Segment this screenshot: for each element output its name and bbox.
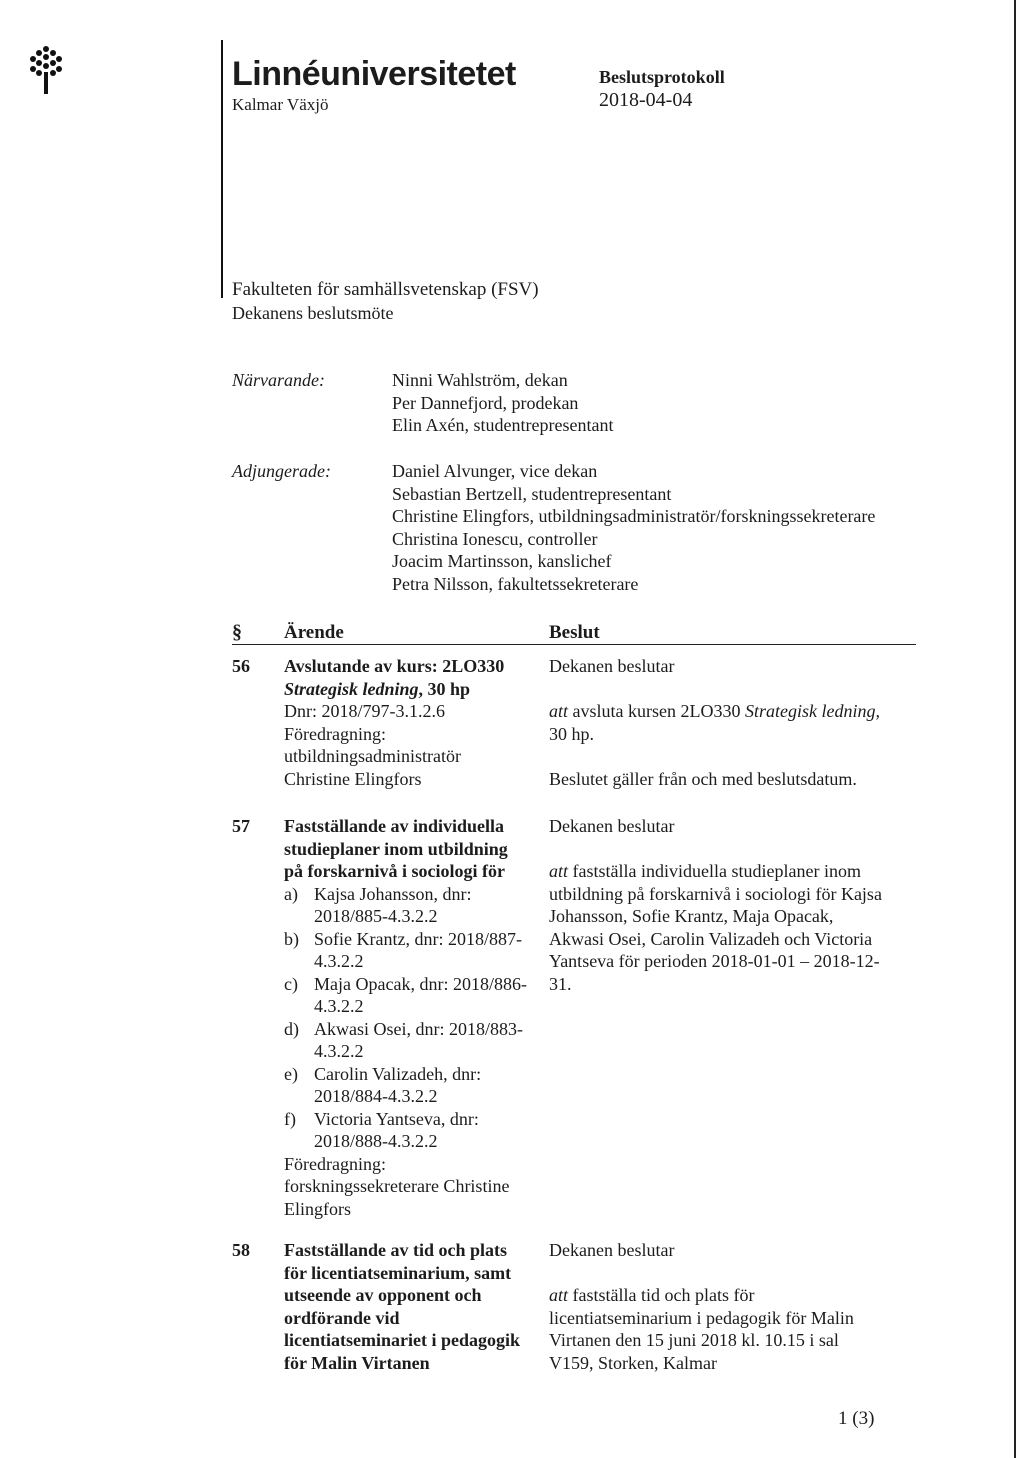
adjunct-person: Sebastian Bertzell, studentrepresentant xyxy=(392,483,672,504)
header-divider-line xyxy=(221,40,223,298)
decision-line: Virtanen den 15 juni 2018 kl. 10.15 i sal xyxy=(549,1330,839,1350)
university-logo-tree-icon xyxy=(28,44,64,104)
item-57-matter xyxy=(284,815,536,1220)
item-number: 58 xyxy=(232,1240,250,1260)
meeting-type: Dekanens beslutsmöte xyxy=(232,303,394,323)
adjunct-person: Christine Elingfors, utbildningsadministratör/forskningssekreterare xyxy=(392,506,876,526)
student-entry: a) Kajsa Johansson, dnr: 2018/885-4.3.2.2 xyxy=(284,883,472,926)
course-name: Strategisk ledning xyxy=(284,678,419,699)
table-header-rule xyxy=(232,644,916,645)
page-edge-line xyxy=(1014,0,1016,1458)
decision-text: avsluta kursen 2LO330 xyxy=(572,701,741,721)
student-entry: e) Carolin Valizadeh, dnr: 2018/884-4.3.2.2 xyxy=(284,1063,482,1106)
adjunct-person: Daniel Alvunger, vice dekan xyxy=(392,461,598,481)
presenter-name: Christine Elingfors xyxy=(284,768,422,789)
item-title-line: utseende av opponent och xyxy=(284,1285,482,1305)
item-title-line: Fastställande av individuella xyxy=(284,816,505,836)
adjunct-person: Joacim Martinsson, kanslichef xyxy=(392,551,612,571)
course-credits: , 30 hp xyxy=(418,678,471,699)
item-title-line: för licentiatseminarium, samt xyxy=(284,1262,512,1283)
decision-line: fastställa individuella studieplaner inom xyxy=(572,861,861,881)
item-title-line: studieplaner inom utbildning xyxy=(284,838,508,859)
decision-line: Johansson, Sofie Krantz, Maja Opacak, xyxy=(549,906,834,926)
column-header-decision: Beslut xyxy=(549,622,600,643)
item-number: 56 xyxy=(232,656,250,676)
decision-intro: Dekanen beslutar xyxy=(549,1240,675,1260)
present-person: Elin Axén, studentrepresentant xyxy=(392,415,614,435)
document-type: Beslutsprotokoll xyxy=(599,67,725,87)
decision-course: Strategisk ledning, xyxy=(744,701,880,721)
item-58-decision xyxy=(549,1239,919,1374)
document-date: 2018-04-04 xyxy=(599,89,693,111)
student-list xyxy=(284,883,536,1153)
presenter-label: Föredragning: xyxy=(284,723,386,744)
present-list xyxy=(392,369,613,437)
campus-names: Kalmar Växjö xyxy=(232,95,329,114)
decision-line: Akwasi Osei, Carolin Valizadeh och Victoria xyxy=(549,928,873,949)
decision-intro: Dekanen beslutar xyxy=(549,816,675,836)
item-number: 57 xyxy=(232,816,250,836)
decision-att: att xyxy=(549,861,569,881)
presenter-label: Föredragning: xyxy=(284,1153,386,1174)
decision-credits: 30 hp. xyxy=(549,723,594,744)
adjunct-person: Petra Nilsson, fakultetssekreterare xyxy=(392,573,639,594)
item-56-decision xyxy=(549,655,919,790)
presenter-line: Elingfors xyxy=(284,1198,351,1219)
university-name: Linnéuniversitetet xyxy=(232,55,516,93)
faculty-name: Fakulteten för samhällsvetenskap (FSV) xyxy=(232,279,539,300)
item-title-line: ordförande vid xyxy=(284,1307,400,1328)
adjunct-list xyxy=(392,460,875,595)
presenter-line: forskningssekreterare Christine xyxy=(284,1176,510,1196)
item-title-line: licentiatseminariet i pedagogik xyxy=(284,1330,520,1350)
presenter-role: utbildningsadministratör xyxy=(284,746,461,766)
decision-intro: Dekanen beslutar xyxy=(549,656,675,676)
item-title-line: Fastställande av tid och plats xyxy=(284,1240,508,1260)
decision-line: Yantseva för perioden 2018-01-01 – 2018-12- xyxy=(549,951,880,971)
item-58-matter xyxy=(284,1239,546,1374)
column-header-matter: Ärende xyxy=(284,622,344,643)
decision-att: att xyxy=(549,701,569,721)
present-person: Per Dannefjord, prodekan xyxy=(392,392,579,413)
item-title-line: för Malin Virtanen xyxy=(284,1352,430,1373)
student-entry: f) Victoria Yantseva, dnr: 2018/888-4.3.2.2 xyxy=(284,1108,479,1151)
item-57-decision xyxy=(549,815,919,995)
decision-line: licentiatseminarium i pedagogik för Malin xyxy=(549,1307,854,1328)
decision-line: V159, Storken, Kalmar xyxy=(549,1352,717,1373)
adjunct-label: Adjungerade: xyxy=(232,461,331,481)
page-number: 1 (3) xyxy=(838,1408,875,1429)
decision-line: 31. xyxy=(549,973,572,994)
student-entry: d) Akwasi Osei, dnr: 2018/883- 4.3.2.2 xyxy=(284,1018,523,1061)
present-person: Ninni Wahlström, dekan xyxy=(392,370,568,390)
item-title-line: på forskarnivå i sociologi för xyxy=(284,861,505,881)
decision-line: utbildning på forskarnivå i sociologi för Kajsa xyxy=(549,883,882,904)
decision-att: att xyxy=(549,1285,569,1305)
decision-validity: Beslutet gäller från och med beslutsdatum. xyxy=(549,768,857,789)
present-label: Närvarande: xyxy=(232,370,325,390)
item-title: Avslutande av kurs: 2LO330 xyxy=(284,656,505,676)
student-entry: b) Sofie Krantz, dnr: 2018/887- 4.3.2.2 xyxy=(284,928,522,971)
decision-line: fastställa tid och plats för xyxy=(572,1285,755,1305)
item-dnr: Dnr: 2018/797-3.1.2.6 xyxy=(284,701,445,721)
adjunct-person: Christina Ionescu, controller xyxy=(392,528,598,549)
item-56-matter xyxy=(284,655,534,790)
section-sign: § xyxy=(232,621,242,643)
student-entry: c) Maja Opacak, dnr: 2018/886- 4.3.2.2 xyxy=(284,973,527,1016)
